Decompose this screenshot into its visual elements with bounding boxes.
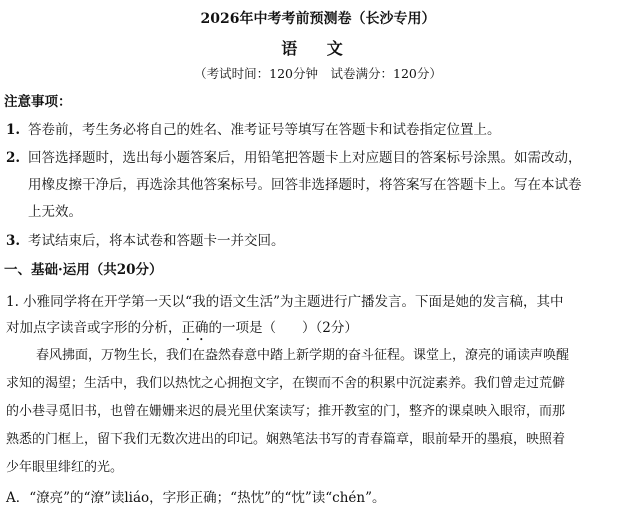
- note-text: 考试结束后，将本试卷和答题卡一并交回。: [28, 233, 285, 249]
- passage-line: 春风拂面，万物生长，我们在盎然春意中踏上新学期的奋斗征程。课堂上，潦亮的诵读声唤醒: [36, 348, 570, 363]
- question-1-line-1: 1. 小雅同学将在开学第一天以“我的语文生活”为主题进行广播发言。下面是她的发言稿，其中: [6, 294, 564, 310]
- note-item-2-line-2: 用橡皮擦干净后，再选涂其他答案标号。回答非选择题时，将答案写在答题卡上。写在本试卷: [28, 177, 582, 193]
- question-score: ）（2分）: [302, 320, 358, 336]
- note-item-1: [6, 118, 501, 138]
- passage-line: 熟悉的门框上，留下我们无数次进出的印记。娴熟笔法书写的青春篇章，眼前晕开的墨痕，映照着: [6, 432, 566, 447]
- question-stem-text: 对加点字读音或字形的分析，: [6, 320, 182, 336]
- note-text: 答卷前，考生务必将自己的姓名、准考证号等填写在答题卡和试卷指定位置上。: [28, 122, 501, 138]
- note-number: 3.: [6, 233, 21, 249]
- passage-line: 求知的渴望；生活中，我们以热忱之心拥抱文字，在锲而不舍的积累中沉淀素养。我们曾走过荒僻: [6, 376, 566, 391]
- note-number: 2.: [6, 150, 21, 166]
- subject-title: 语 文: [281, 39, 355, 58]
- note-item-2: [6, 146, 582, 166]
- question-stem-text: 的一项是（: [208, 320, 276, 336]
- note-item-2-line-3: 上无效。: [28, 204, 82, 220]
- passage-line: 的小巷寻觅旧书，也曾在姗姗来迟的晨光里伏案读写；推开教室的门，整齐的课桌映入眼帘，而那: [6, 404, 566, 419]
- exam-meta: （考试时间：120分钟 试卷满分：120分）: [194, 66, 442, 81]
- question-1-line-2: [6, 316, 358, 344]
- option-a: A．“潦亮”的“潦”读liáo，字形正确；“热忱”的“忱”读“chén”。: [6, 490, 386, 506]
- note-number: 1.: [6, 122, 21, 138]
- emphasized-word: 正确: [181, 320, 209, 336]
- notes-heading: 注意事项：: [4, 94, 72, 110]
- exam-title: 2026年中考考前预测卷（长沙专用）: [200, 11, 436, 27]
- note-text: 回答选择题时，选出每小题答案后，用铅笔把答题卡上对应题目的答案标号涂黑。如需改动，: [28, 150, 582, 166]
- note-item-3: [6, 229, 285, 249]
- section-heading: 一、基础·运用（共20分）: [4, 262, 163, 278]
- passage-line: 少年眼里绯红的光。: [6, 460, 124, 475]
